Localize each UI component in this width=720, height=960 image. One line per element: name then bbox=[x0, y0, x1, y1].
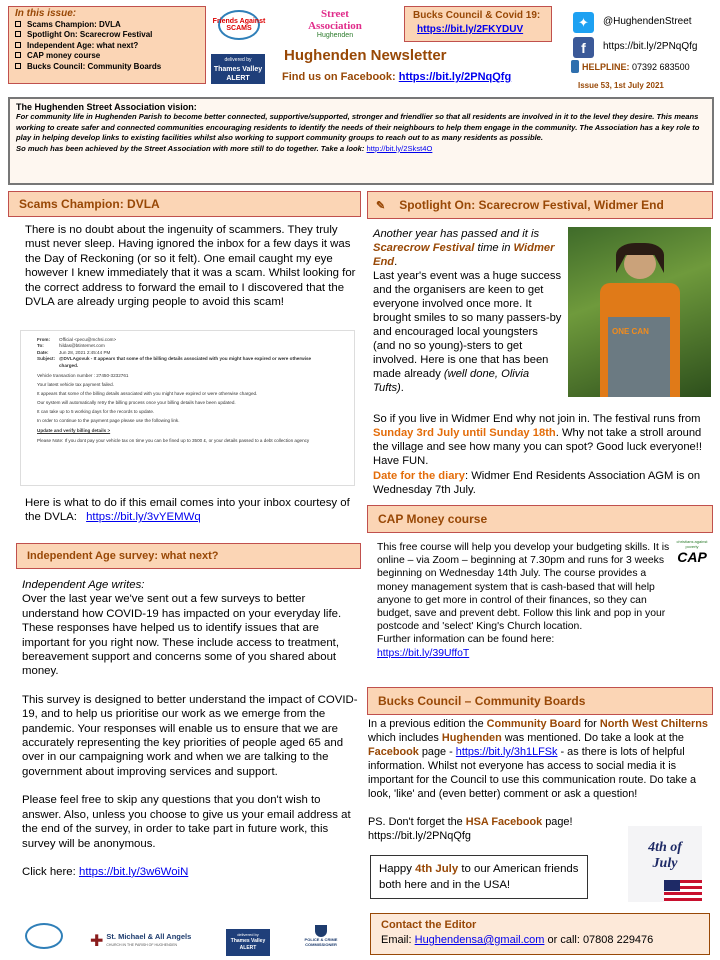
twitter-handle: @HughendenStreet bbox=[603, 16, 692, 27]
contact-box: Contact the Editor Email: Hughendensa@gmail.com or call: 07808 229476 bbox=[370, 913, 710, 955]
twitter-icon[interactable]: ✦ bbox=[573, 12, 594, 33]
indep-click: Click here: https://bit.ly/3w6WoiN bbox=[22, 865, 189, 878]
indep-p3: Please feel free to skip any questions that you don't wish to answer. Also, unless you choose to give us your email address at the end of the survey, in order to take part in future work, this survey will be anonymous. bbox=[22, 794, 351, 850]
checkbox-icon bbox=[15, 42, 21, 48]
shield-icon bbox=[315, 925, 327, 937]
bucks-body: In a previous edition the Community Board for North West Chilterns which includes Hughenden was mentioned. Do take a look at the Facebook page - https://bit.ly/3h1LFSk - as there is lots of helpful information. Whilst not everyone has access to social media it is important for the Council to use this communication route. Do take a look, 'like' and (even better) comment or ask a question! bbox=[368, 718, 708, 800]
cap-link[interactable]: https://bit.ly/39UffoT bbox=[377, 647, 470, 659]
checkbox-icon bbox=[15, 21, 21, 27]
footer-thames-valley-logo: delivered by Thames Valley ALERT bbox=[226, 929, 270, 956]
police-crime-logo: POLICE & CRIME COMMISSIONER bbox=[303, 925, 339, 957]
email-update-link: Update and verify billing details > bbox=[37, 427, 111, 433]
scams-after: Here is what to do if this email comes into your inbox courtesy of the DVLA: https://bit.ly/3vYEMWq bbox=[25, 497, 350, 524]
covid-link[interactable]: https://bit.ly/2FKYDUV bbox=[417, 24, 524, 35]
scam-email-screenshot: From: Official <pecu@mchsi.com> To: hildas@btinternet.com Date: Jun 28, 2021 2:45:44 PM Subject: @DVLAgovuk - It appears that some of the billing details associated with you might have expired or were otherwise charged. Vehicle transaction number : 27450-3232761 Your latest vehicle tax payment failed. It appears that some of the billing details associated with you might have expired or were otherwise charged. Our system will automatically retry the billing process once your billing details have been updated. It can take up to 5 working days for the records to update. In order to continue to the payment page please use the following link. Update and verify billing details > Please Note: If you dont pay your vehicle tax on time you can be fined up to 3500 £, or your details passed to a debt collection agency bbox=[20, 330, 355, 486]
thames-valley-alert-logo: delivered by Thames Valley ALERT bbox=[211, 54, 265, 84]
street-association-logo: Street Association Hughenden bbox=[308, 8, 362, 39]
bucks-ps: PS. Don't forget the HSA Facebook page! https://bit.ly/2PNqQfg bbox=[368, 816, 573, 842]
email-line: In order to continue to the payment page please use the following link. bbox=[37, 417, 180, 423]
indep-p2: This survey is designed to better understand the impact of COVID-19, and to help us prioritise our work as we emerge from the pandemic. Your responses will enable us to ensure that we are accurately representing the key priorities of people aged 65 and over in our campaigning work and when we are talking to the government about improving services and support. bbox=[22, 693, 358, 778]
st-michael-logo: ✚ St. Michael & All Angels CHURCH IN THE PARISH OF HUGHENDEN bbox=[90, 932, 192, 950]
vision-last: So much has been achieved by the Street Association with more still to do together. Take a look: http://bit.ly/2Skst4O bbox=[16, 143, 433, 153]
covid-box: Bucks Council & Covid 19: https://bit.ly/2FKYDUV bbox=[404, 6, 552, 42]
bucks-link[interactable]: https://bit.ly/3h1LFSk bbox=[455, 746, 558, 758]
contact-email[interactable]: Hughendensa@gmail.com bbox=[414, 934, 545, 946]
email-note: Please Note: If you dont pay your vehicle tax on time you can be fined up to 3500 £, or your details passed to a debt collection agency bbox=[37, 438, 310, 444]
in-issue-item: Independent Age: what next? bbox=[15, 41, 199, 52]
indep-writes: Independent Age writes: bbox=[22, 579, 145, 591]
scarecrow-photo: ONE CAN bbox=[568, 227, 711, 397]
issue-number: Issue 53, 1st July 2021 bbox=[578, 81, 664, 90]
indep-link[interactable]: https://bit.ly/3w6WoiN bbox=[78, 865, 189, 878]
checkbox-icon bbox=[15, 63, 21, 69]
spotlight-header: ✎ Spotlight On: Scarecrow Festival, Widmer End bbox=[367, 191, 713, 219]
cross-icon: ✚ bbox=[90, 933, 104, 950]
checkbox-icon bbox=[15, 31, 21, 37]
email-line: It can take up to 5 working days for the records to update. bbox=[37, 408, 155, 414]
email-line: Our system will automatically retry the billing process once your billing details have been updated. bbox=[37, 399, 236, 405]
bucks-header: Bucks Council – Community Boards bbox=[367, 687, 713, 715]
email-line: Vehicle transaction number : 27450-3232761 bbox=[37, 373, 129, 379]
indep-body bbox=[22, 578, 360, 879]
spotlight-intro: Another year has passed and it is Scarecrow Festival time in Widmer End. Last year's event was a huge success and the organisers are keen to get everyone involved once more. It brought smiles to so many passers-by and encouraged local youngsters (and no so young)-sters to get involved. Here is one that has been made already (well done, Olivia Tufts). bbox=[373, 228, 562, 394]
email-line: Your latest vehicle tax payment failed. bbox=[37, 381, 114, 387]
email-line: It appears that some of the billing details associated with you might have expired or were otherwise charged. bbox=[37, 390, 258, 396]
friends-against-scams-logo: Friends Against SCAMS bbox=[210, 8, 268, 44]
checkbox-icon bbox=[15, 52, 21, 58]
email-lines bbox=[37, 373, 346, 424]
cap-body: This free course will help you develop your budgeting skills. It is online – via Zoom – beginning at 7.30pm and runs for 3 weeks beginning on Wednesday 14th July. The course provides a money management system that is cash-based that will help anyone to get more in control of their finances, so they can budget, save and prevent debt. Follow this link and pop in your postcode and 'select' King's Church location. Further information can be found here: https://bit.ly/39UffoT bbox=[377, 541, 677, 660]
vision-link[interactable]: http://bit.ly/2Skst4O bbox=[366, 143, 433, 153]
vision-box bbox=[8, 97, 714, 185]
phone-icon bbox=[571, 60, 579, 73]
helpline: HELPLINE: 07392 683500 bbox=[582, 62, 690, 72]
vision-body: For community life in Hughenden Parish to become better connected, supportive/supported, stronger and friendlier so that all residents are involved in it to the level they desire. This means working to create safer and connected communities encouraging residents to identify the needs of their neighbours to help them engage in the community. The Association has a key role to play in helping develop links to existing facilities whilst also working to support community groups to reach out to as many residents as possible. bbox=[16, 112, 700, 143]
facebook-icon[interactable]: f bbox=[573, 37, 594, 58]
july-box: Happy 4th July to our American friends both here and in the USA! bbox=[370, 855, 588, 899]
indep-header: Independent Age survey: what next? bbox=[16, 543, 361, 569]
in-this-issue-box bbox=[8, 6, 206, 84]
facebook-link[interactable]: https://bit.ly/2PNqQfg bbox=[398, 71, 512, 83]
july4-image: 4th of July bbox=[628, 826, 702, 902]
pin-icon: ✎ bbox=[376, 199, 386, 212]
in-issue-item: Bucks Council: Community Boards bbox=[15, 62, 199, 73]
in-issue-item: Spotlight On: Scarecrow Festival bbox=[15, 30, 199, 41]
in-issue-item: CAP money course bbox=[15, 51, 199, 62]
cap-header: CAP Money course bbox=[367, 505, 713, 533]
indep-p1: Over the last year we've sent out a few surveys to better understand how COVID-19 has impacted on your everyday life. These responses have helped us to identify issues that are important for you right now. These include access to treatment, bereavement support and concerns some of you shared about money. bbox=[22, 593, 342, 678]
scams-link[interactable]: https://bit.ly/3vYEMWq bbox=[86, 511, 201, 524]
in-issue-item: Scams Champion: DVLA bbox=[15, 20, 199, 31]
newsletter-title: Hughenden Newsletter bbox=[284, 47, 447, 64]
scams-header: Scams Champion: DVLA bbox=[8, 191, 361, 217]
in-issue-list bbox=[15, 20, 199, 73]
spotlight-body2: So if you live in Widmer End why not join in. The festival runs from Sunday 3rd July until Sunday 18th. Why not take a stroll around the village and see how many you can spot? Good luck everyone!! Have FUN. Date for the diary: Widmer End Residents Association AGM is on Wednesday 7th July. bbox=[373, 413, 702, 496]
in-issue-title: In this issue: bbox=[15, 8, 77, 19]
scams-body: There is no doubt about the ingenuity of scammers. They truly must never sleep. Having ignored the inbox for a few days it was the Day of Reckoning (or so it felt). One email caught my eye however I knew immediately that it was a scam. Whilst looking for the correct address to forward the email to I discovered that the DVLA are already urging people to avoid this scam! bbox=[25, 224, 356, 309]
facebook-line: Find us on Facebook: https://bit.ly/2PNqQfg bbox=[282, 71, 512, 83]
facebook-url: https://bit.ly/2PNqQfg bbox=[603, 41, 698, 52]
footer-scams-logo bbox=[25, 923, 63, 949]
vision-title: The Hughenden Street Association vision: bbox=[16, 102, 197, 112]
cap-logo: christians against poverty CAP bbox=[676, 539, 708, 565]
